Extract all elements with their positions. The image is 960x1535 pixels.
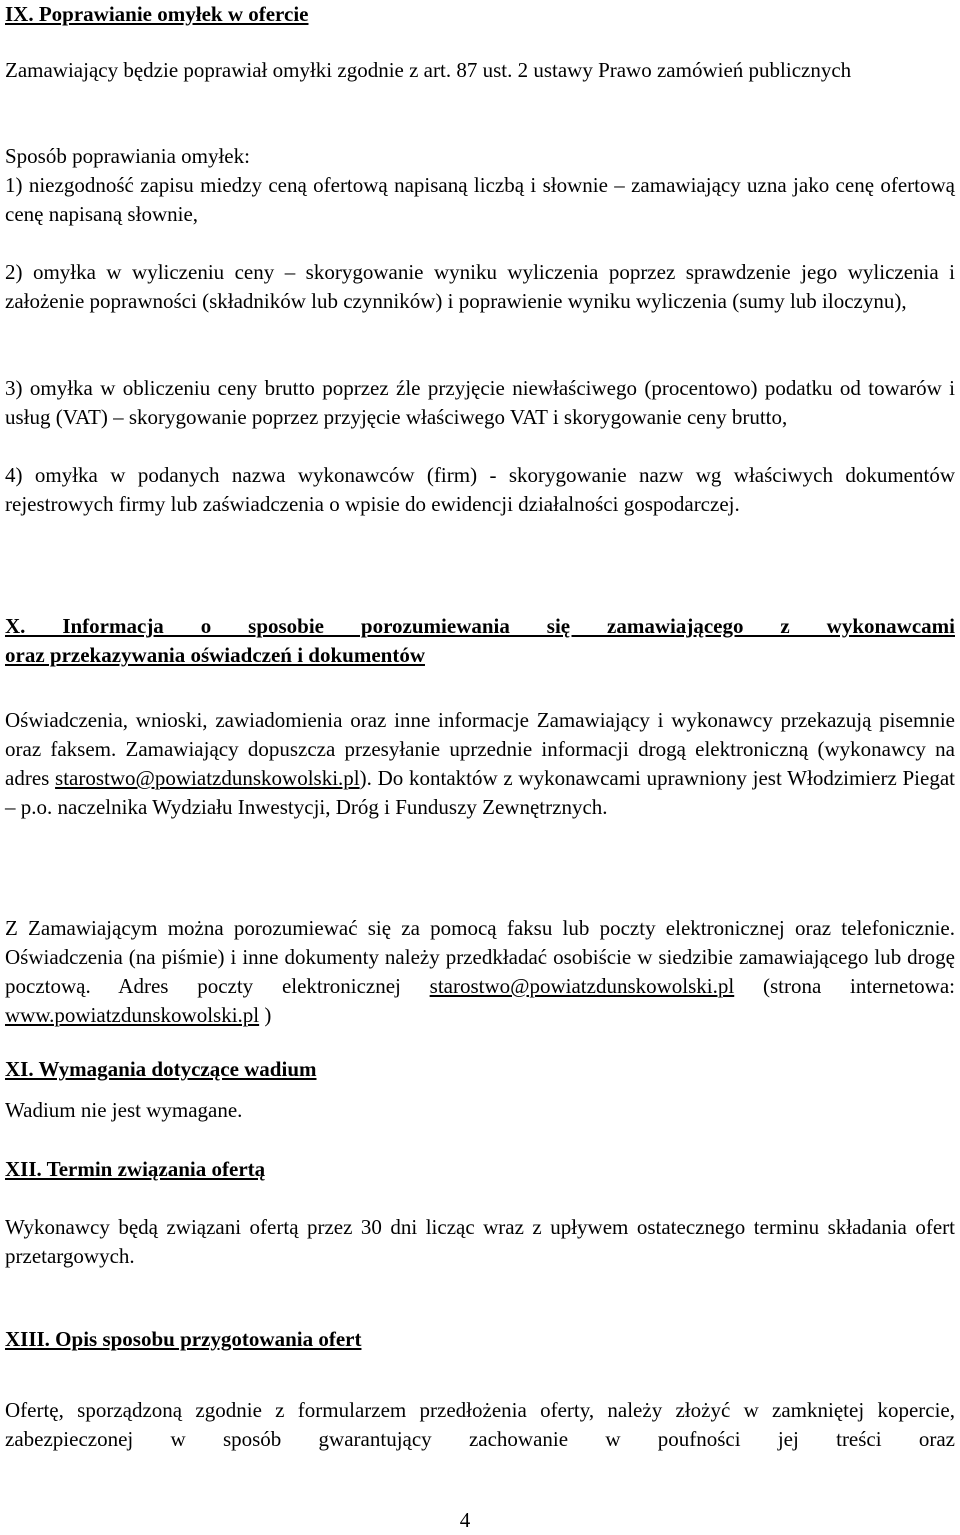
email-link[interactable]: starostwo@powiatzdunskowolski.pl — [55, 766, 360, 790]
section-12-text: Wykonawcy będą związani ofertą przez 30 dni licząc wraz z upływem ostatecznego terminu składania ofert przetargowych. — [5, 1215, 955, 1268]
section-9-item-1: 1) niezgodność zapisu miedzy ceną ofertową napisaną liczbą i słownie – zamawiający uzna jako cenę ofertową cenę napisaną słownie, — [5, 173, 955, 226]
section-10-paragraph-1 — [5, 706, 955, 822]
section-9-method-label: Sposób poprawiania omyłek: — [5, 144, 250, 168]
section-9-intro: Zamawiający będzie poprawiał omyłki zgodnie z art. 87 ust. 2 ustawy Prawo zamówień publicznych — [5, 58, 852, 82]
section-10-paragraph-1-text-a: Oświadczenia, wnioski, zawiadomienia oraz inne informacje Zamawiający i wykonawcy przekazują pisemnie oraz faksem. Zamawiający dopuszcza przesyłanie uprzednie informacji drogą elektroniczną (wykonawcy na adres — [5, 708, 955, 790]
section-9-item-2: 2) omyłka w wyliczeniu ceny – skorygowanie wyniku wyliczenia poprzez sprawdzenie jego wyliczenia i założenie poprawności (składników lub czynników) i poprawienie wyniku wyliczenia (sumy lub iloczynu), — [5, 260, 955, 313]
section-11-text: Wadium nie jest wymagane. — [5, 1098, 243, 1122]
section-12-heading: XII. Termin związania ofertą — [5, 1157, 266, 1181]
section-10-paragraph-2 — [5, 914, 955, 1030]
website-link[interactable]: www.powiatzdunskowolski.pl — [5, 1003, 260, 1027]
section-10-paragraph-1-text-b: ). Do kontaktów z wykonawcami uprawniony jest Włodzimierz Piegat – p.o. naczelnika Wydziału Inwestycji, Dróg i Funduszy Zewnętrznych. — [5, 766, 955, 819]
section-9-heading: IX. Poprawianie omyłek w ofercie — [5, 2, 309, 26]
section-10-paragraph-2-text-c: ) — [259, 1003, 272, 1027]
section-9-item-4: 4) omyłka w podanych nazwa wykonawców (firm) - skorygowanie nazw wg właściwych dokumentów rejestrowych firmy lub zaświadczenia o wpisie do ewidencji działalności gospodarczej. — [5, 463, 955, 516]
section-10-heading-line-2: oraz przekazywania oświadczeń i dokumentów — [5, 643, 425, 667]
email-link-2[interactable]: starostwo@powiatzdunskowolski.pl — [429, 974, 735, 998]
section-10-heading — [5, 612, 955, 670]
section-13-text: Ofertę, sporządzoną zgodnie z formularzem przedłożenia oferty, należy złożyć w zamkniętej kopercie, zabezpieczonej w sposób gwarantujący zachowanie w poufności jej treści oraz — [5, 1398, 955, 1451]
page-number: 4 — [459, 1508, 471, 1532]
section-13-heading: XIII. Opis sposobu przygotowania ofert — [5, 1327, 362, 1351]
section-10-paragraph-2-text-b: (strona internetowa: — [734, 974, 955, 998]
section-9-item-3: 3) omyłka w obliczeniu ceny brutto poprzez źle przyjęcie niewłaściwego (procentowo) podatku od towarów i usług (VAT) – skorygowanie poprzez przyjęcie właściwego VAT i skorygowanie ceny brutto, — [5, 376, 955, 429]
section-11-heading: XI. Wymagania dotyczące wadium — [5, 1057, 317, 1081]
section-10-paragraph-2-text-a: Z Zamawiającym można porozumiewać się za pomocą faksu lub poczty elektronicznej oraz telefonicznie. Oświadczenia (na piśmie) i inne dokumenty należy przedkładać osobiście w siedzibie zamawiającego lub drogę pocztową. Adres poczty elektronicznej — [5, 916, 955, 998]
section-10-heading-line-1: X. Informacja o sposobie porozumiewania się zamawiającego z wykonawcami — [5, 614, 955, 638]
